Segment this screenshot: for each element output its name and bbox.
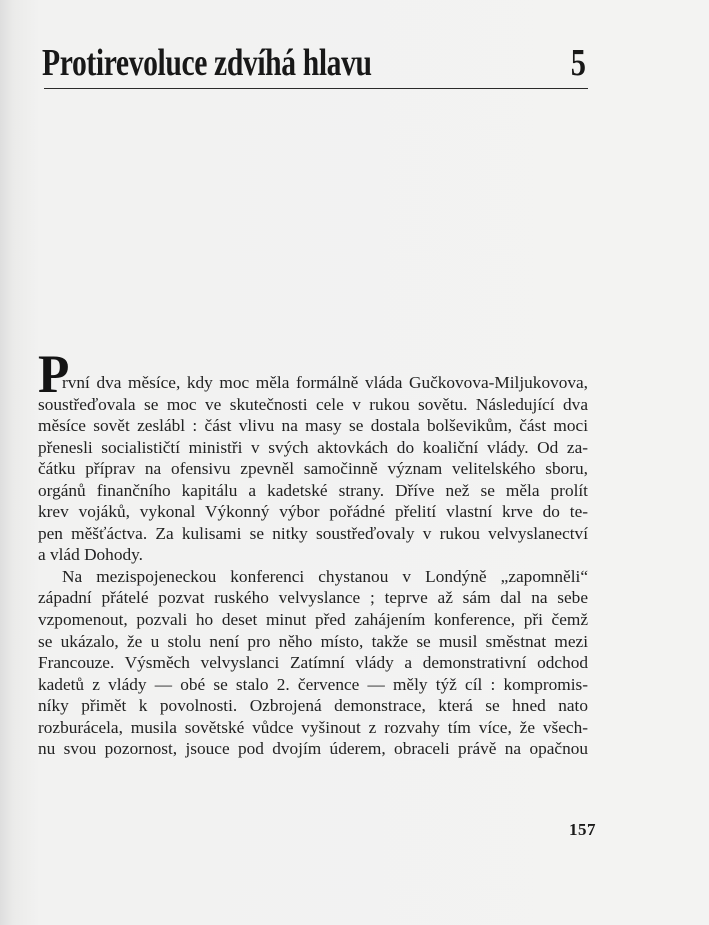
page-number: 157 xyxy=(569,820,596,839)
text-line: vzpomenout, pozvali ho deset minut před zahájením konference, při čemž xyxy=(38,610,588,630)
text-line: krev vojáků, vykonal Výkonný výbor pořádné přelití vlastní krve do te- xyxy=(38,502,588,522)
text-line: Francouze. Výsměch velvyslanci Zatímní vlády a demonstrativní odchod xyxy=(38,653,588,673)
text-line: rozburácela, musila sovětské vůdce vyšinout z rozvahy tím více, že všech- xyxy=(38,717,588,737)
body-text xyxy=(38,344,588,760)
text-line: měsíce sovět zeslábl : část vlivu na masy se dostala bolševikům, část moci xyxy=(38,416,588,436)
text-line: orgánů finančního kapitálu a kadetské strany. Dříve než se měla prolít xyxy=(38,480,588,500)
text-line: západní přátelé pozvat ruského velvyslance ; teprve až sám dal na sebe xyxy=(38,588,588,608)
chapter-title: Protirevoluce zdvíhá hlavu xyxy=(42,42,372,84)
chapter-number: 5 xyxy=(570,42,586,84)
text-line: se ukázalo, že u stolu není pro něho místo, takže se musil směstnat mezi xyxy=(38,631,588,651)
text-line: nu svou pozornost, jsouce pod dvojím úderem, obraceli právě na opačnou xyxy=(38,739,588,759)
paragraph-2-line-1: Na mezispojeneckou konferenci chystanou v Londýně „zapomněli“ xyxy=(62,566,588,586)
text-line: níky přimět k povolnosti. Ozbrojená demonstrace, která se hned nato xyxy=(38,696,588,716)
text-line: přenesli socialističtí ministři v svých aktovkách do koaliční vlády. Od za- xyxy=(38,437,588,457)
text-line: kadetů z vlády — obé se stalo 2. července — měly týž cíl : kompromis- xyxy=(38,674,588,694)
header-rule xyxy=(44,88,588,89)
text-line: rvní dva měsíce, kdy moc měla formálně vláda Gučkovova-Miljukovova, xyxy=(62,373,588,392)
text-line: čátku příprav na ofensivu zpevněl samočinně význam velitelského sboru, xyxy=(38,459,588,479)
text-line: a vlád Dohody. xyxy=(38,545,143,565)
text-line: soustřeďovala se moc ve skutečnosti cele v rukou sovětu. Následující dva xyxy=(38,394,588,414)
drop-cap: P xyxy=(38,344,70,404)
chapter-header xyxy=(42,40,588,90)
text-line: pen měšťáctva. Za kulisami se nitky soustřeďovaly v rukou velvyslanectví xyxy=(38,523,588,543)
